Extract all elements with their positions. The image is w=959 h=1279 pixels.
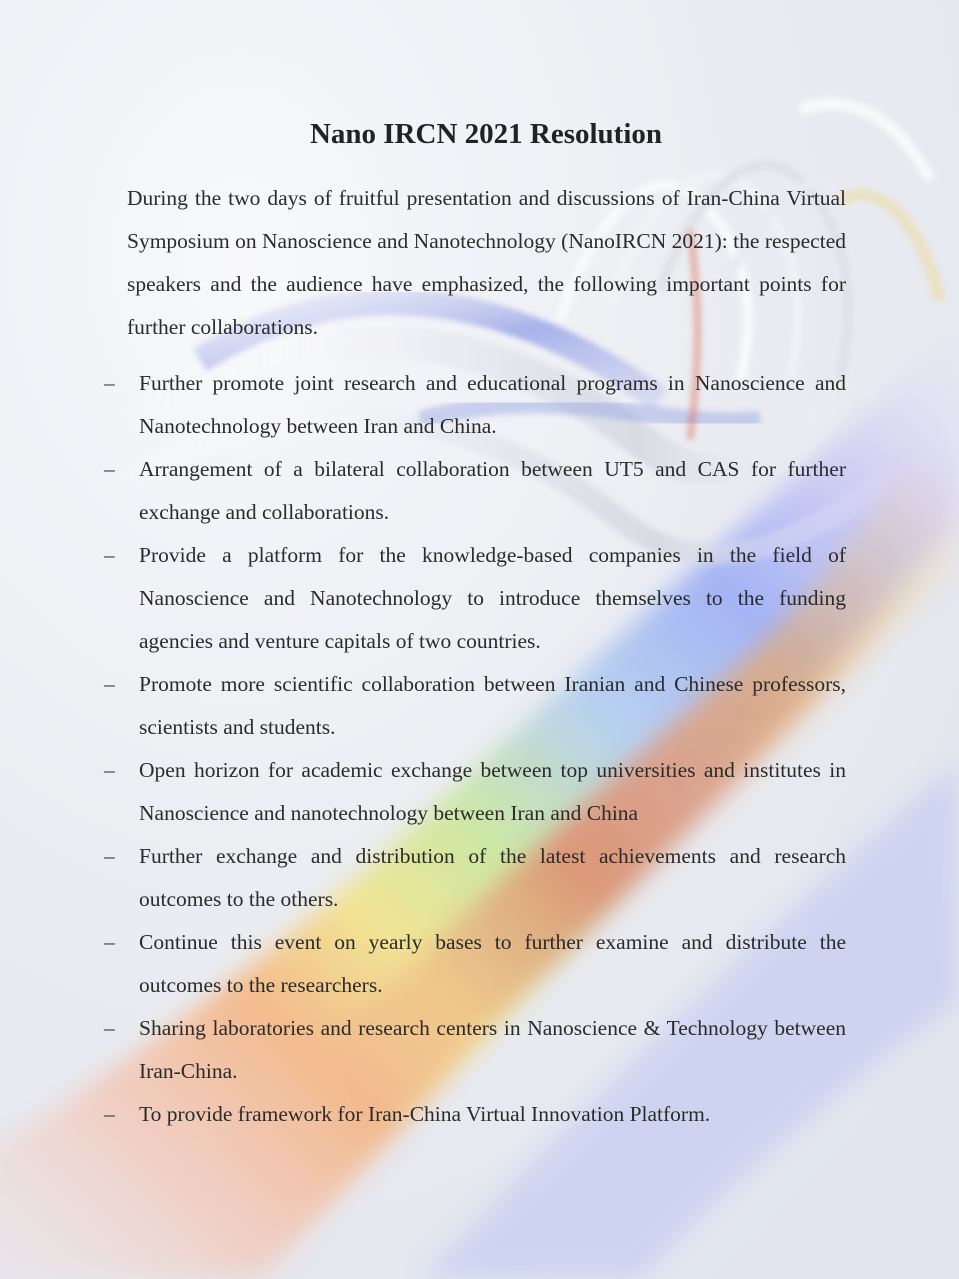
list-item	[0, 835, 959, 921]
dash-bullet-icon: –	[104, 930, 115, 954]
list-item-text: Sharing laboratories and research centers in Nanoscience & Technology between Iran-China.	[139, 1016, 846, 1083]
list-item	[0, 921, 959, 1007]
list-item-text: Continue this event on yearly bases to further examine and distribute the outcomes to the researchers.	[139, 930, 846, 997]
list-item	[0, 1093, 959, 1136]
list-item-text: Further exchange and distribution of the latest achievements and research outcomes to the others.	[139, 844, 846, 911]
dash-bullet-icon: –	[104, 672, 115, 696]
page-title: Nano IRCN 2021 Resolution	[309, 118, 663, 150]
dash-bullet-icon: –	[104, 457, 115, 481]
dash-bullet-icon: –	[104, 371, 115, 395]
list-item	[0, 663, 959, 749]
list-item-text: Provide a platform for the knowledge-based companies in the field of Nanoscience and Nanotechnology to introduce themselves to the funding agencies and venture capitals of two countries.	[139, 543, 846, 653]
intro-paragraph: During the two days of fruitful presentation and discussions of Iran-China Virtual Symposium on Nanoscience and Nanotechnology (NanoIRCN 2021): the respected speakers and the audience have emphasized, the following important points for further collaborations.	[127, 186, 846, 339]
list-item-text: To provide framework for Iran-China Virtual Innovation Platform.	[139, 1102, 711, 1126]
list-item	[0, 362, 959, 448]
list-item	[0, 749, 959, 835]
list-item	[0, 448, 959, 534]
dash-bullet-icon: –	[104, 758, 115, 782]
list-item	[0, 534, 959, 663]
dash-bullet-icon: –	[104, 543, 115, 567]
list-item-text: Open horizon for academic exchange between top universities and institutes in Nanoscience and nanotechnology between Iran and China	[139, 758, 846, 825]
list-item	[0, 1007, 959, 1093]
list-item-text: Further promote joint research and educational programs in Nanoscience and Nanotechnology between Iran and China.	[139, 371, 846, 438]
dash-bullet-icon: –	[104, 844, 115, 868]
resolution-list	[0, 362, 959, 1136]
dash-bullet-icon: –	[104, 1102, 115, 1126]
list-item-text: Arrangement of a bilateral collaboration between UT5 and CAS for further exchange and collaborations.	[139, 457, 846, 524]
list-item-text: Promote more scientific collaboration between Iranian and Chinese professors, scientists and students.	[139, 672, 846, 739]
dash-bullet-icon: –	[104, 1016, 115, 1040]
